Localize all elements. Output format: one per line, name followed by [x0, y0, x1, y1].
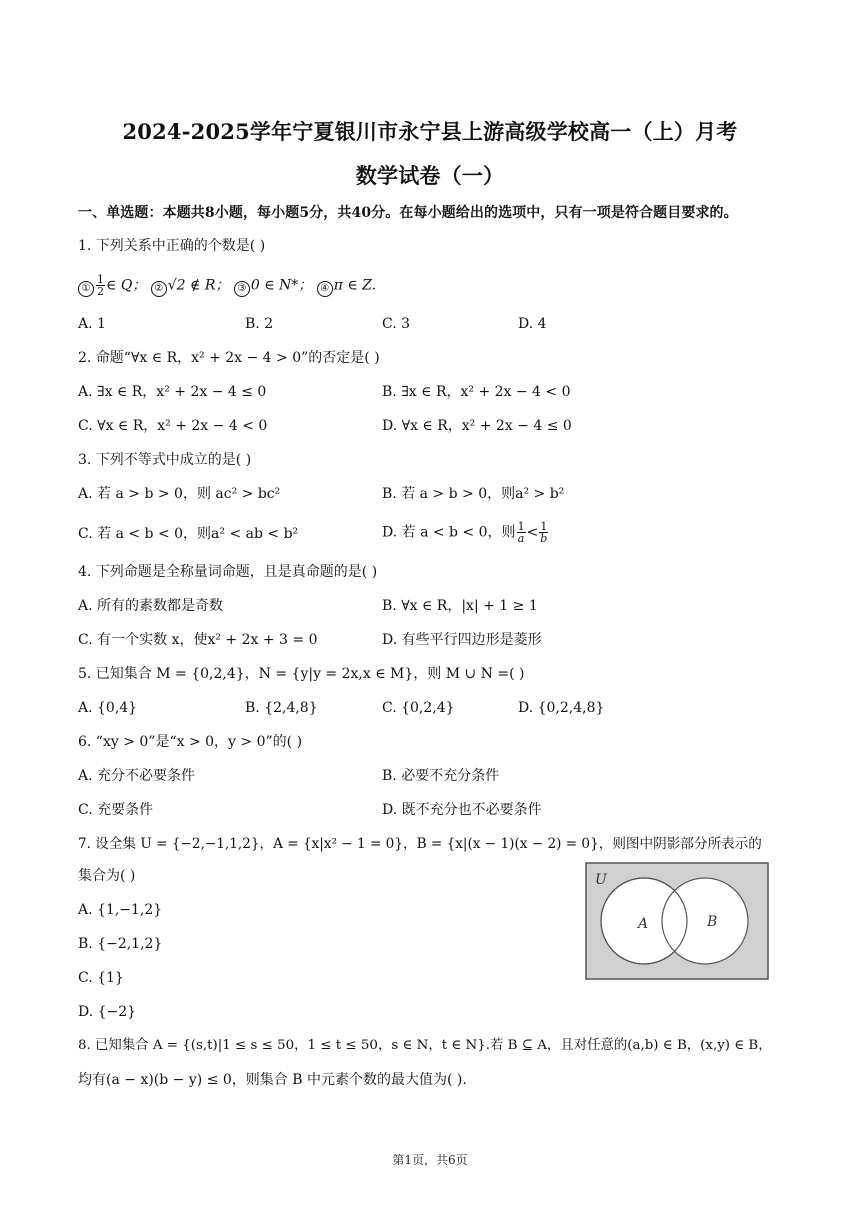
q4-option-a: A. 所有的素数都是奇数: [78, 598, 224, 614]
q5-option-a: A. {0,4}: [78, 700, 138, 716]
q7-option-d: D. {−2}: [78, 1004, 137, 1020]
q3-option-b: B. 若 a > b > 0，则a² > b²: [382, 486, 565, 502]
q2-option-b: B. ∃x ∈ R，x² + 2x − 4 < 0: [382, 384, 571, 400]
q4-option-c: C. 有一个实数 x，使x² + 2x + 3 = 0: [78, 632, 318, 648]
q1-item4-marker: ④: [317, 281, 333, 297]
q5-option-d: D. {0,2,4,8}: [518, 700, 605, 716]
q3-option-a: A. 若 a > b > 0，则 ac² > bc²: [78, 486, 281, 502]
q3-d-frac-left: $\frac{1}{a}$: [517, 520, 525, 545]
q2-option-a: A. ∃x ∈ R，x² + 2x − 4 ≤ 0: [78, 384, 267, 400]
q1-option-a: A. 1: [78, 316, 106, 332]
q6-stem: 6. “xy > 0”是“x > 0，y > 0”的( ): [78, 734, 303, 750]
q2-option-d: D. ∀x ∈ R，x² + 2x − 4 ≤ 0: [382, 418, 572, 434]
q8-stem-line1: 8. 已知集合 A = {(s,t)|1 ≤ s ≤ 50，1 ≤ t ≤ 50，s ∈ N，t ∈ N}.若 B ⊆ A，且对任意的(a,b) ∈ B，(x,y) ∈ B，: [78, 1038, 772, 1053]
q3-option-d: D. 若 a < b < 0，则 $\frac{1}{a}$ < $\frac{1}{b}$: [382, 520, 548, 545]
q7-option-a: A. {1,−1,2}: [78, 902, 163, 918]
q1-item2-marker: ②: [151, 281, 167, 297]
q1-item3-marker: ③: [234, 281, 250, 297]
venn-diagram: [585, 862, 769, 980]
q5-stem: 5. 已知集合 M = {0,2,4}，N = {y|y = 2x,x ∈ M}，则 M ∪ N =( ): [78, 666, 525, 682]
q5-option-b: B. {2,4,8}: [245, 700, 318, 716]
q2-stem: 2. 命题“∀x ∈ R，x² + 2x − 4 > 0”的否定是( ): [78, 350, 380, 366]
venn-label-b: B: [707, 914, 718, 930]
q3-option-c: C. 若 a < b < 0，则a² < ab < b²: [78, 526, 299, 542]
q7-stem-line1: 7. 设全集 U = {−2,−1,1,2}，A = {x|x² − 1 = 0}，B = {x|(x − 1)(x − 2) = 0}，则图中阴影部分所表示的: [78, 836, 762, 852]
q3-stem: 3. 下列不等式中成立的是( ): [78, 452, 252, 468]
venn-label-u: U: [595, 872, 607, 888]
q6-option-c: C. 充要条件: [78, 802, 154, 818]
q2-option-c: C. ∀x ∈ R，x² + 2x − 4 < 0: [78, 418, 268, 434]
q7-option-b: B. {−2,1,2}: [78, 936, 163, 952]
exam-title: 2024-2025学年宁夏银川市永宁县上游高级学校高一（上）月考: [122, 119, 738, 144]
q6-option-d: D. 既不充分也不必要条件: [382, 802, 542, 818]
q1-stem: 1. 下列关系中正确的个数是( ): [78, 238, 266, 254]
page-footer: 第1页，共6页: [392, 1153, 468, 1167]
venn-label-a: A: [638, 916, 649, 932]
q1-option-c: C. 3: [382, 316, 411, 332]
section-heading: 一、单选题：本题共8小题，每小题5分，共40分。在每小题给出的选项中，只有一项是符合题目要求的。: [78, 205, 738, 221]
q6-option-a: A. 充分不必要条件: [78, 768, 196, 784]
q7-stem-line2: 集合为( ): [78, 868, 136, 884]
q1-items: ① $\frac{1}{2}$ ∈ Q； ② √2 ∉ R； ③ 0 ∈ N*； ④ π ∈ Z.: [78, 274, 376, 297]
q4-option-d: D. 有些平行四边形是菱形: [382, 632, 542, 648]
q1-item1-marker: ①: [78, 281, 94, 297]
exam-subtitle: 数学试卷（一）: [355, 163, 505, 188]
q1-fraction: $\frac{1}{2}$: [97, 273, 104, 298]
q8-stem-line2: 均有(a − x)(b − y) ≤ 0，则集合 B 中元素个数的最大值为( ).: [78, 1072, 467, 1088]
q1-option-b: B. 2: [245, 316, 274, 332]
q6-option-b: B. 必要不充分条件: [382, 768, 500, 784]
q4-stem: 4. 下列命题是全称量词命题，且是真命题的是( ): [78, 564, 378, 580]
q5-option-c: C. {0,2,4}: [382, 700, 455, 716]
q4-option-b: B. ∀x ∈ R，|x| + 1 ≥ 1: [382, 598, 538, 614]
q7-option-c: C. {1}: [78, 970, 124, 986]
q1-option-d: D. 4: [518, 316, 547, 332]
q3-d-frac-right: $\frac{1}{b}$: [540, 520, 548, 545]
